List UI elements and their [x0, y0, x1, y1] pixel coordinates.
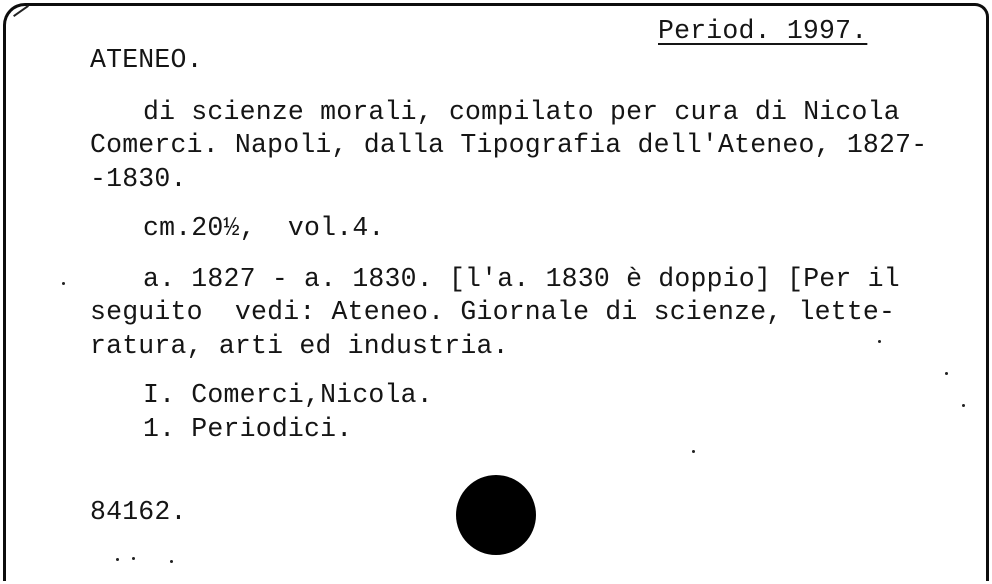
title-line: -1830.: [90, 164, 187, 194]
subject-entry: 1. Periodici.: [143, 414, 353, 444]
corner-mark: [13, 5, 29, 17]
card-number: 84162.: [90, 497, 187, 527]
speck: [692, 450, 695, 453]
added-entry: I. Comerci,Nicola.: [143, 380, 433, 410]
title-line: Comerci. Napoli, dalla Tipografia dell'Ateneo, 1827-: [90, 130, 928, 160]
call-number: Period. 1997.: [658, 16, 868, 46]
title-line: di scienze morali, compilato per cura di Nicola: [143, 97, 900, 127]
speck: [945, 372, 948, 375]
speck: [132, 557, 135, 560]
holdings-line: seguito vedi: Ateneo. Giornale di scienze, lette-: [90, 297, 896, 327]
holdings-line: a. 1827 - a. 1830. [l'a. 1830 è doppio] [Per il: [143, 264, 900, 294]
speck: [116, 558, 119, 561]
holdings-line: ratura, arti ed industria.: [90, 331, 509, 361]
speck: [170, 560, 173, 563]
punch-hole: [456, 475, 536, 555]
speck: [962, 404, 965, 407]
speck: [62, 282, 65, 285]
speck: [878, 340, 881, 343]
card-heading: ATENEO.: [90, 45, 203, 75]
physical-description: cm.20½, vol.4.: [143, 213, 385, 243]
